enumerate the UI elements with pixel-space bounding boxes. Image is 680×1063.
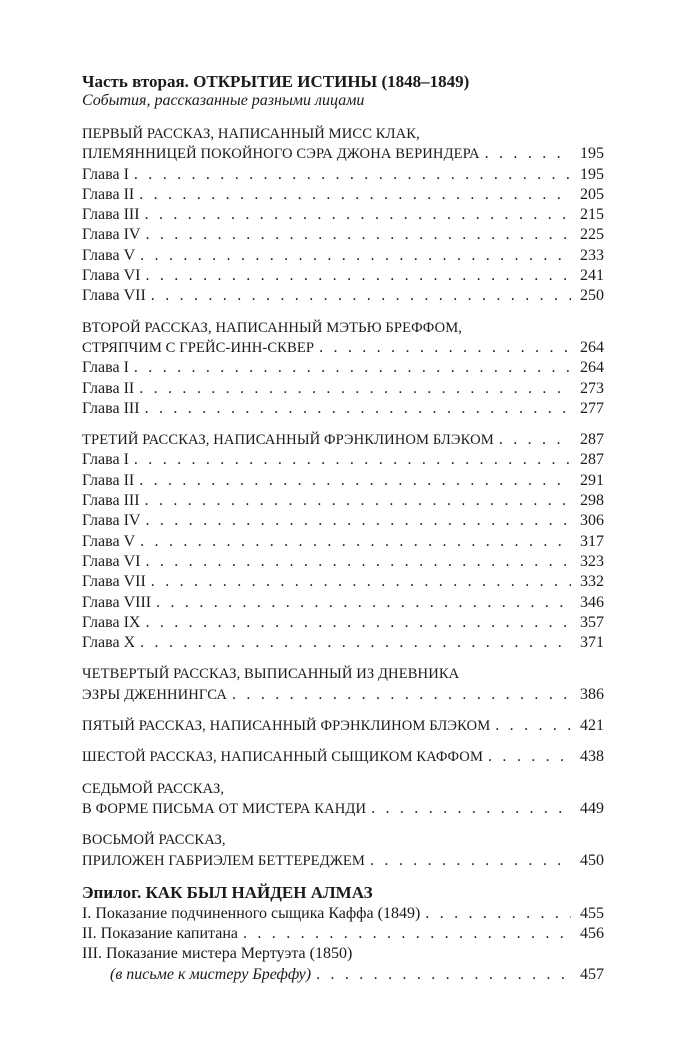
- entry-label: Глава II: [82, 185, 135, 203]
- page-number: 195: [580, 145, 604, 163]
- entry-label: Глава III: [82, 492, 140, 510]
- entry-label: I. Показание подчиненного сыщика Каффа (1849): [82, 904, 421, 922]
- entry-label: Глава II: [82, 379, 135, 397]
- page-number: 273: [580, 379, 604, 397]
- dot-leader: [316, 965, 571, 985]
- dot-leader: [145, 399, 571, 419]
- entry-label: ПЛЕМЯННИЦЕЙ ПОКОЙНОГО СЭРА ДЖОНА ВЕРИНДЕРА: [82, 146, 480, 163]
- epilogue-item[interactable]: [82, 904, 604, 924]
- chapter-entry[interactable]: [82, 511, 604, 531]
- dot-leader: [145, 205, 571, 225]
- page-number: 205: [580, 185, 604, 203]
- story-section: [82, 747, 604, 767]
- entry-label: Глава VI: [82, 267, 141, 285]
- chapter-entry[interactable]: [82, 286, 604, 306]
- chapter-entry[interactable]: [82, 358, 604, 378]
- story-entry[interactable]: [82, 338, 604, 358]
- entry-label: (в письме к мистеру Бреффу): [110, 965, 312, 983]
- page-number: 421: [580, 717, 604, 735]
- story-heading-line: СЕДЬМОЙ РАССКАЗ,: [82, 780, 225, 797]
- story-entry[interactable]: [82, 144, 604, 164]
- chapter-entry[interactable]: [82, 552, 604, 572]
- page-number: 287: [580, 431, 604, 449]
- chapter-entry[interactable]: [82, 532, 604, 552]
- dot-leader: [485, 144, 571, 164]
- story-entry[interactable]: [82, 799, 604, 819]
- epilogue-item-heading: III. Показание мистера Мертуэта (1850): [82, 945, 353, 963]
- epilogue-item[interactable]: [82, 965, 604, 985]
- part-name: ОТКРЫТИЕ ИСТИНЫ: [193, 72, 378, 91]
- chapter-entry[interactable]: [82, 450, 604, 470]
- chapter-entry[interactable]: [82, 399, 604, 419]
- page-number: 457: [580, 965, 604, 983]
- dot-leader: [139, 379, 571, 399]
- dot-leader: [139, 471, 571, 491]
- page-number: 233: [580, 246, 604, 264]
- entry-label: Глава III: [82, 399, 140, 417]
- story-entry[interactable]: [82, 716, 604, 736]
- dot-leader: [145, 491, 571, 511]
- chapter-entry[interactable]: [82, 572, 604, 592]
- entry-label: Глава IV: [82, 226, 141, 244]
- page-number: 438: [580, 748, 604, 766]
- epilogue-label: Эпилог.: [82, 882, 142, 902]
- chapter-entry[interactable]: [82, 613, 604, 633]
- chapter-entry[interactable]: [82, 593, 604, 613]
- page-number: 277: [580, 399, 604, 417]
- chapter-entry[interactable]: [82, 165, 604, 185]
- page-number: 241: [580, 267, 604, 285]
- entry-label: ШЕСТОЙ РАССКАЗ, НАПИСАННЫЙ СЫЩИКОМ КАФФОМ: [82, 749, 484, 766]
- dot-leader: [140, 532, 571, 552]
- stories-list: [82, 124, 604, 871]
- entry-label: Глава I: [82, 359, 129, 377]
- page-number: 346: [580, 593, 604, 611]
- entry-label: Глава I: [82, 451, 129, 469]
- story-heading-line: ПЕРВЫЙ РАССКАЗ, НАПИСАННЫЙ МИСС КЛАК,: [82, 126, 420, 142]
- dot-leader: [145, 552, 571, 572]
- page-number: 298: [580, 492, 604, 510]
- dot-leader: [145, 266, 571, 286]
- entry-label: ПРИЛОЖЕН ГАБРИЭЛЕМ БЕТТЕРЕДЖЕМ: [82, 852, 366, 869]
- entry-label: Глава VIII: [82, 593, 152, 611]
- dot-leader: [499, 430, 571, 450]
- entry-label: ТРЕТИЙ РАССКАЗ, НАПИСАННЫЙ ФРЭНКЛИНОМ БЛЭКОМ: [82, 432, 494, 449]
- page-number: 264: [580, 338, 604, 356]
- entry-label: Глава IV: [82, 512, 141, 530]
- dot-leader: [140, 246, 571, 266]
- entry-label: Глава IX: [82, 613, 141, 631]
- story-section: [82, 830, 604, 871]
- page-number: 225: [580, 226, 604, 244]
- story-heading-line: ВОСЬМОЙ РАССКАЗ,: [82, 832, 226, 849]
- part-years: (1848–1849): [381, 72, 470, 91]
- entry-label: II. Показание капитана: [82, 925, 238, 943]
- page-number: 195: [580, 165, 604, 183]
- chapter-entry[interactable]: [82, 633, 604, 653]
- page-number: 386: [580, 685, 604, 703]
- entry-label: Глава III: [82, 206, 140, 224]
- entry-label: Глава II: [82, 471, 135, 489]
- epilogue-title: [82, 882, 604, 904]
- chapter-entry[interactable]: [82, 491, 604, 511]
- dot-leader: [488, 747, 571, 767]
- dot-leader: [145, 511, 571, 531]
- chapter-entry[interactable]: [82, 205, 604, 225]
- part-label: Часть вторая.: [82, 72, 189, 91]
- dot-leader: [371, 799, 571, 819]
- table-of-contents: [82, 72, 604, 985]
- entry-label: СТРЯПЧИМ С ГРЕЙС-ИНН-СКВЕР: [82, 339, 315, 356]
- story-section: [82, 664, 604, 705]
- story-heading-line: ВТОРОЙ РАССКАЗ, НАПИСАННЫЙ МЭТЬЮ БРЕФФОМ,: [82, 319, 463, 336]
- dot-leader: [145, 225, 571, 245]
- story-entry[interactable]: [82, 430, 604, 450]
- dot-leader: [151, 286, 571, 306]
- page-number: 332: [580, 573, 604, 591]
- epilogue-section: [82, 882, 604, 985]
- page-number: 306: [580, 512, 604, 530]
- chapter-entry[interactable]: [82, 246, 604, 266]
- page-number: 449: [580, 799, 604, 817]
- entry-label: Глава VI: [82, 552, 141, 570]
- page-number: 450: [580, 851, 604, 869]
- dot-leader: [495, 716, 571, 736]
- page-number: 456: [580, 925, 604, 943]
- dot-leader: [370, 851, 571, 871]
- dot-leader: [134, 358, 571, 378]
- dot-leader: [243, 924, 571, 944]
- story-section: [82, 716, 604, 736]
- dot-leader: [139, 185, 571, 205]
- dot-leader: [156, 593, 571, 613]
- dot-leader: [319, 338, 571, 358]
- entry-label: В ФОРМЕ ПИСЬМА ОТ МИСТЕРА КАНДИ: [82, 800, 367, 817]
- dot-leader: [232, 685, 571, 705]
- story-section: [82, 318, 604, 419]
- dot-leader: [145, 613, 571, 633]
- chapter-entry[interactable]: [82, 471, 604, 491]
- story-section: [82, 779, 604, 820]
- story-entry[interactable]: [82, 747, 604, 767]
- dot-leader: [140, 633, 571, 653]
- entry-label: ЭЗРЫ ДЖЕННИНГСА: [82, 686, 228, 703]
- dot-leader: [425, 904, 571, 924]
- dot-leader: [134, 450, 571, 470]
- page-number: 371: [580, 634, 604, 652]
- page-number: 323: [580, 552, 604, 570]
- chapter-entry[interactable]: [82, 225, 604, 245]
- dot-leader: [134, 165, 571, 185]
- page-number: 215: [580, 206, 604, 224]
- page-number: 287: [580, 451, 604, 469]
- chapter-entry[interactable]: [82, 266, 604, 286]
- page-number: 250: [580, 287, 604, 305]
- part-subtitle: События, рассказанные разными лицами: [82, 92, 365, 109]
- story-section: [82, 124, 604, 307]
- entry-label: Глава V: [82, 246, 136, 264]
- dot-leader: [151, 572, 571, 592]
- page-number: 264: [580, 359, 604, 377]
- entry-label: Глава V: [82, 532, 136, 550]
- story-entry[interactable]: [82, 685, 604, 705]
- page-number: 291: [580, 471, 604, 489]
- page-number: 357: [580, 613, 604, 631]
- chapter-entry[interactable]: [82, 379, 604, 399]
- entry-label: Глава I: [82, 165, 129, 183]
- entry-label: Глава VII: [82, 287, 146, 305]
- page-number: 455: [580, 904, 604, 922]
- part-title: [82, 72, 604, 92]
- story-entry[interactable]: [82, 851, 604, 871]
- entry-label: Глава VII: [82, 573, 146, 591]
- page-number: 317: [580, 532, 604, 550]
- entry-label: ПЯТЫЙ РАССКАЗ, НАПИСАННЫЙ ФРЭНКЛИНОМ БЛЭКОМ: [82, 718, 491, 735]
- part-two-heading: [82, 72, 604, 110]
- story-section: [82, 430, 604, 653]
- epilogue-name: КАК БЫЛ НАЙДЕН АЛМАЗ: [145, 882, 373, 902]
- entry-label: Глава X: [82, 634, 136, 652]
- epilogue-item[interactable]: [82, 924, 604, 944]
- chapter-entry[interactable]: [82, 185, 604, 205]
- story-heading-line: ЧЕТВЕРТЫЙ РАССКАЗ, ВЫПИСАННЫЙ ИЗ ДНЕВНИКА: [82, 666, 460, 683]
